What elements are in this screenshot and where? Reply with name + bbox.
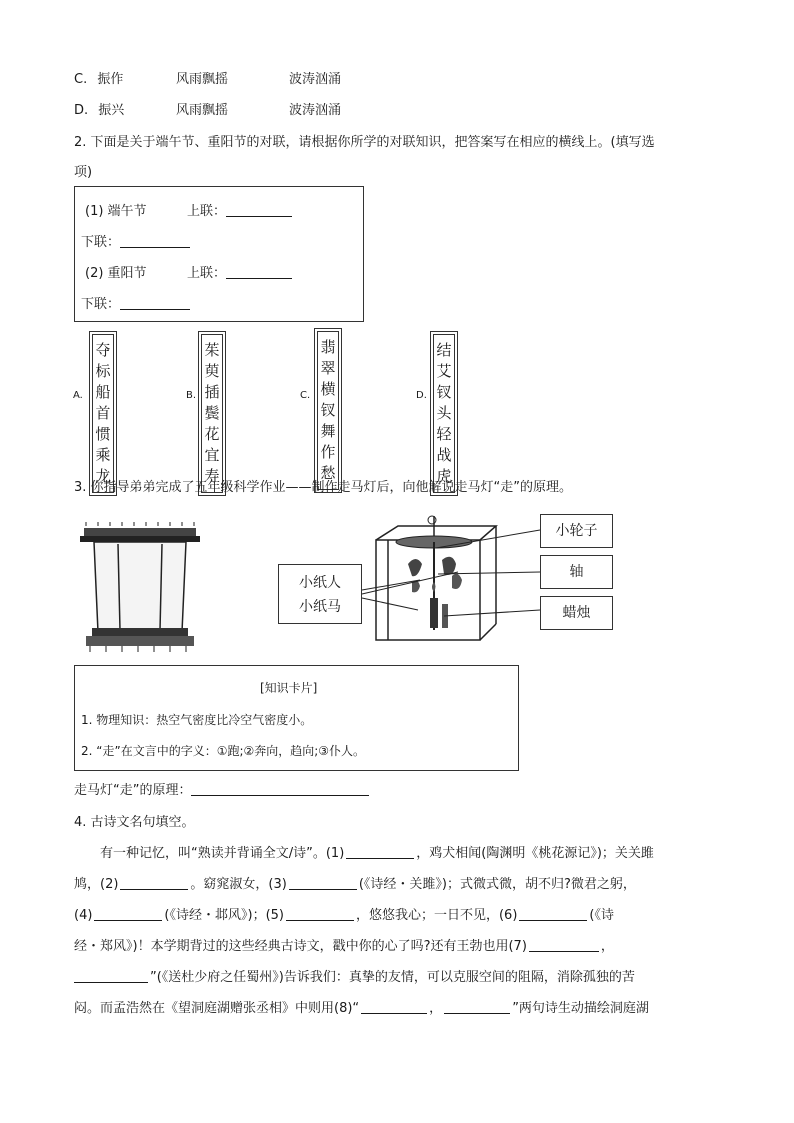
scroll-char: 首 — [95, 404, 111, 422]
row-chongyang-upper — [187, 262, 292, 281]
q4-text: (《诗经・关雎》)；式微式微，胡不归?微君之躬， — [358, 877, 636, 892]
blank-8b[interactable] — [444, 999, 510, 1014]
scroll-char: 插 — [204, 383, 220, 401]
scroll-char: 钗 — [320, 401, 336, 419]
answer-blank[interactable] — [120, 233, 190, 248]
blank-7a[interactable] — [529, 937, 599, 952]
q4-line-1 — [100, 842, 654, 861]
q3-stem: 3. 你指导弟弟完成了五年级科学作业——制作走马灯后，向他解说走马灯“走”的原理。 — [74, 480, 573, 495]
q2-stem-line-2: 项) — [74, 165, 93, 180]
scroll-char: 虎 — [436, 467, 452, 485]
choice-c-scroll[interactable] — [314, 328, 342, 493]
scroll-char: 茱 — [204, 341, 220, 359]
knowledge-card — [74, 665, 519, 771]
scroll-char: 寿 — [204, 467, 220, 485]
answer-blank[interactable] — [191, 781, 369, 796]
option-c — [74, 68, 123, 87]
q2-stem-line-1: 2. 下面是关于端午节、重阳节的对联，请根据你所学的对联知识，把答案写在相应的横线上。(填写选 — [74, 135, 655, 150]
q4-text: (4) — [74, 908, 93, 923]
paper-figures-label — [278, 564, 362, 624]
candle-label: 蜡烛 — [540, 596, 613, 630]
q4-text: ”两句诗生动描绘洞庭湖 — [512, 1001, 649, 1016]
option-c-word-2: 风雨飘摇 — [176, 72, 229, 87]
card-title: [知识卡片] — [260, 681, 318, 695]
answer-blank[interactable] — [120, 295, 190, 310]
choice-d-scroll[interactable] — [430, 331, 458, 496]
q4-text: ， — [429, 1001, 443, 1016]
label-line: 小纸马 — [299, 599, 341, 615]
scroll-char: 翠 — [320, 359, 336, 377]
upper-line-label: 上联： — [187, 204, 227, 219]
q4-text: 有一种记忆，叫“熟读并背诵全文/诗”。(1) — [100, 846, 345, 861]
scroll-char: 标 — [95, 362, 111, 380]
scroll-char: 战 — [436, 446, 452, 464]
q4-text: (《诗经・邶风》)；(5) — [164, 908, 284, 923]
choice-b-letter: B. — [186, 390, 197, 401]
row-duanwu-upper — [187, 200, 292, 219]
scroll-char: 船 — [95, 383, 111, 401]
q3-answer-line — [74, 779, 369, 798]
blank-7b[interactable] — [74, 968, 148, 983]
scroll-char: 宜 — [204, 446, 220, 464]
blank-4[interactable] — [94, 906, 162, 921]
q4-text: 鸠，(2) — [74, 877, 119, 892]
festival-label: (2) 重阳节 — [85, 266, 147, 281]
small-wheel-label: 小轮子 — [540, 514, 613, 548]
option-letter: D. — [74, 103, 89, 118]
scroll-char: 作 — [320, 443, 336, 461]
q4-line-4 — [74, 935, 614, 954]
blank-5[interactable] — [286, 906, 354, 921]
row-chongyang-lower — [81, 293, 190, 312]
upper-line-label: 上联： — [187, 266, 227, 281]
option-d-word-2: 风雨飘摇 — [176, 103, 229, 118]
q4-line-5 — [74, 966, 635, 985]
lower-line-label: 下联： — [81, 297, 121, 312]
scroll-char: 愁 — [320, 464, 336, 482]
q4-stem: 4. 古诗文名句填空。 — [74, 815, 195, 830]
q4-text: 。窈窕淑女，(3) — [190, 877, 287, 892]
answer-label: 走马灯“走”的原理： — [74, 783, 192, 798]
q4-text: 闷。而孟浩然在《望洞庭湖赠张丞相》中则用(8) — [74, 1001, 353, 1016]
answer-blank[interactable] — [226, 264, 292, 279]
scroll-char: 龙 — [95, 467, 111, 485]
label-line: 小纸人 — [299, 575, 341, 591]
lantern-illustration — [78, 522, 202, 654]
option-c-word-3: 波涛汹涌 — [289, 72, 342, 87]
row-duanwu — [85, 200, 147, 219]
scroll-char: 横 — [320, 380, 336, 398]
q4-line-3 — [74, 904, 614, 923]
card-item-physics: 1. 物理知识：热空气密度比冷空气密度小。 — [81, 713, 313, 727]
q4-text: “ — [352, 1001, 360, 1016]
scroll-char: 花 — [204, 425, 220, 443]
answer-blank[interactable] — [226, 202, 292, 217]
scroll-char: 舞 — [320, 422, 336, 440]
blank-3[interactable] — [289, 875, 357, 890]
q4-line-6 — [74, 997, 649, 1016]
scroll-char: 鬓 — [204, 404, 220, 422]
option-d-word-3: 波涛汹涌 — [289, 103, 342, 118]
option-word-1: 振兴 — [98, 103, 125, 118]
scroll-char: 乘 — [95, 446, 111, 464]
scroll-char: 萸 — [204, 362, 220, 380]
scroll-char: 轻 — [436, 425, 452, 443]
lower-line-label: 下联： — [81, 235, 121, 250]
q4-line-2 — [74, 873, 636, 892]
scroll-char: 翡 — [320, 338, 336, 356]
blank-8a[interactable] — [361, 999, 427, 1014]
scroll-char: 惯 — [95, 425, 111, 443]
row-duanwu-lower — [81, 231, 190, 250]
q4-text: 经・郑风》)！本学期背过的这些经典古诗文，戳中你的心了吗?还有王勃也用(7) — [74, 939, 527, 954]
couplet-answer-box — [74, 186, 364, 322]
scroll-char: 结 — [436, 341, 452, 359]
blank-1[interactable] — [346, 844, 414, 859]
choice-a-letter: A. — [73, 390, 83, 401]
choice-a-scroll[interactable] — [89, 331, 117, 496]
q4-text: ”(《送杜少府之任蜀州》)告诉我们：真挚的友情，可以克服空间的阻隔，消除孤独的苦 — [150, 970, 635, 985]
q4-text: ， — [600, 939, 614, 954]
blank-2[interactable] — [120, 875, 188, 890]
choice-b-scroll[interactable] — [198, 331, 226, 496]
q4-text: (《诗 — [589, 908, 614, 923]
choice-c-letter: C. — [300, 390, 311, 401]
option-d — [74, 99, 124, 118]
festival-label: (1) 端午节 — [85, 204, 147, 219]
scroll-char: 头 — [436, 404, 452, 422]
blank-6[interactable] — [519, 906, 587, 921]
q4-text: ，鸡犬相闻(陶渊明《桃花源记》)；关关雎 — [416, 846, 654, 861]
card-item-zou-meaning: 2. “走”在文言中的字义：①跑;②奔向，趋向;③仆人。 — [81, 744, 366, 758]
q4-text: ，悠悠我心；一日不见，(6) — [355, 908, 518, 923]
axle-label: 轴 — [540, 555, 613, 589]
row-chongyang — [85, 262, 147, 281]
scroll-char: 夺 — [95, 341, 111, 359]
option-word-1: 振作 — [97, 72, 124, 87]
scroll-char: 艾 — [436, 362, 452, 380]
choice-d-letter: D. — [416, 390, 427, 401]
scroll-char: 钗 — [436, 383, 452, 401]
option-letter: C. — [74, 72, 88, 87]
